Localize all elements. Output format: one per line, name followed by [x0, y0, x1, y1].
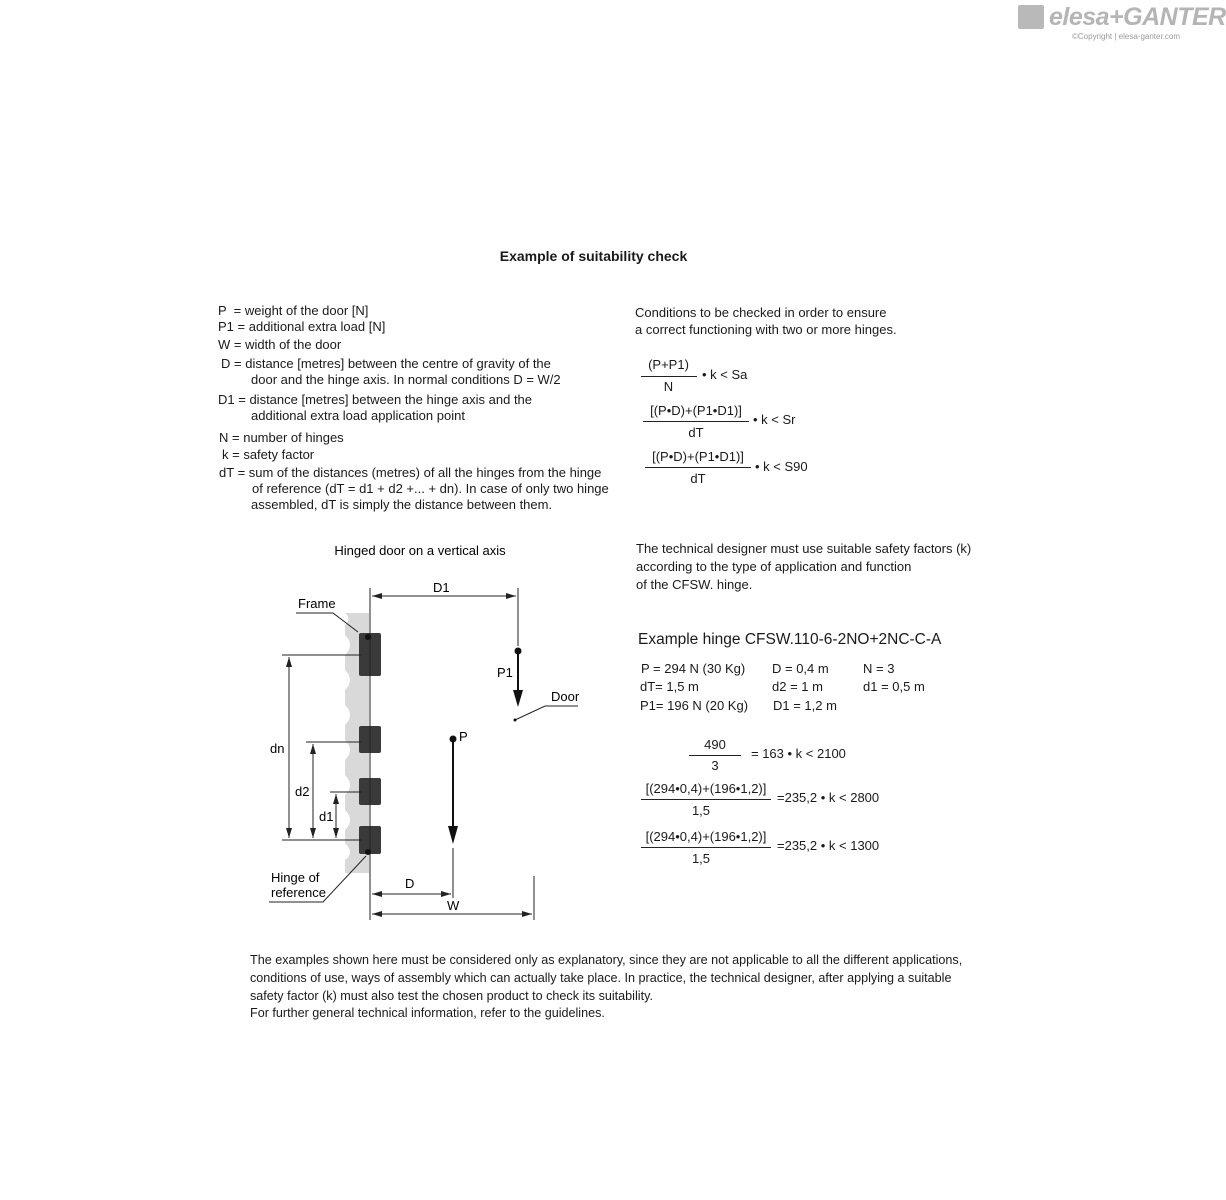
logo-text: elesa+GANTER — [1049, 3, 1226, 31]
legend-d-cont: door and the hinge axis. In normal conditions D = W/2 — [251, 372, 561, 387]
formula-2-rhs: • k < Sr — [753, 412, 796, 427]
legend-d1-cont: additional extra load application point — [251, 408, 465, 423]
example-eq-2-rhs: =235,2 • k < 2800 — [777, 790, 880, 805]
example-n: N = 3 — [863, 661, 895, 676]
example-d2: d2 = 1 m — [772, 679, 823, 694]
legend-k: k = safety factor — [222, 447, 315, 462]
example-eq-1-numerator: 490 — [704, 737, 726, 752]
legend-d: D = distance [metres] between the centre of gravity of the — [221, 356, 551, 371]
d1-side-label: d1 — [319, 809, 334, 824]
example-D1: D1 = 1,2 m — [773, 698, 837, 713]
door-label: Door — [551, 689, 580, 704]
footer-line-2: conditions of use, ways of assembly which can actually take place. In practice, the technical designer, after applying a suitable — [250, 971, 952, 985]
p1-label: P1 — [497, 665, 513, 680]
legend-p: P = weight of the door [N] — [218, 303, 369, 318]
d1-top-label: D1 — [433, 580, 450, 595]
d2-label: d2 — [295, 784, 310, 799]
diagram-caption: Hinged door on a vertical axis — [334, 543, 506, 558]
example-eq-1-denominator: 3 — [711, 758, 719, 773]
footer-line-3: safety factor (k) must also test the chosen product to check its suitability. — [250, 989, 653, 1003]
legend-d1: D1 = distance [metres] between the hinge axis and the — [218, 392, 533, 407]
formula-1-rhs: • k < Sa — [702, 367, 748, 382]
footer-line-1: The examples shown here must be considered only as explanatory, since they are not applicable to all the different applications, — [250, 953, 963, 967]
formula-1-denominator: N — [663, 379, 674, 394]
formula-2-numerator: [(P•D)+(P1•D1)] — [650, 403, 742, 418]
formula-3-denominator: dT — [690, 471, 706, 486]
legend-w: W = width of the door — [218, 337, 342, 352]
example-eq-1-rhs: = 163 • k < 2100 — [751, 746, 846, 761]
copyright-text: ©Copyright | elesa-ganter.com — [1072, 32, 1181, 41]
page-title: Example of suitability check — [499, 248, 688, 264]
formula-3-rhs: • k < S90 — [755, 459, 808, 474]
footer-line-4: For further general technical information, refer to the guidelines. — [250, 1006, 605, 1020]
hinge-ref-label-2: reference — [271, 885, 326, 900]
example-eq-3-rhs: =235,2 • k < 1300 — [777, 838, 880, 853]
example-title: Example hinge CFSW.110-6-2NO+2NC-C-A — [638, 631, 942, 648]
p-label: P — [459, 729, 468, 744]
legend-dt: dT = sum of the distances (metres) of all the hinges from the hinge — [219, 465, 602, 480]
example-d1: d1 = 0,5 m — [863, 679, 925, 694]
designer-line-1: The technical designer must use suitable safety factors (k) — [636, 541, 972, 556]
example-p1: P1= 196 N (20 Kg) — [640, 698, 749, 713]
example-d: D = 0,4 m — [772, 661, 829, 676]
example-eq-3-numerator: [(294•0,4)+(196•1,2)] — [645, 829, 767, 844]
example-dt: dT= 1,5 m — [640, 679, 699, 694]
example-eq-2-numerator: [(294•0,4)+(196•1,2)] — [645, 781, 767, 796]
example-eq-3-denominator: 1,5 — [691, 851, 711, 866]
example-p: P = 294 N (30 Kg) — [641, 661, 746, 676]
designer-line-2: according to the type of application and function — [636, 559, 912, 574]
hinge-ref-label-1: Hinge of — [271, 870, 320, 885]
conditions-intro-2: a correct functioning with two or more hinges. — [635, 322, 897, 337]
w-label: W — [447, 898, 460, 913]
formula-1-numerator: (P+P1) — [648, 357, 689, 372]
formula-2-denominator: dT — [688, 425, 704, 440]
legend-dt-cont: of reference (dT = d1 + d2 +... + dn). In case of only two hinge — [252, 481, 609, 496]
dn-label: dn — [270, 741, 285, 756]
legend-dt-cont2: assembled, dT is simply the distance between them. — [251, 497, 553, 512]
frame-label: Frame — [298, 596, 336, 611]
legend-p1: P1 = additional extra load [N] — [218, 319, 386, 334]
conditions-intro-1: Conditions to be checked in order to ensure — [635, 305, 887, 320]
example-eq-2-denominator: 1,5 — [691, 803, 711, 818]
legend-n: N = number of hinges — [219, 430, 344, 445]
designer-line-3: of the CFSW. hinge. — [636, 577, 753, 592]
d-label: D — [405, 876, 415, 891]
formula-3-numerator: [(P•D)+(P1•D1)] — [652, 449, 744, 464]
